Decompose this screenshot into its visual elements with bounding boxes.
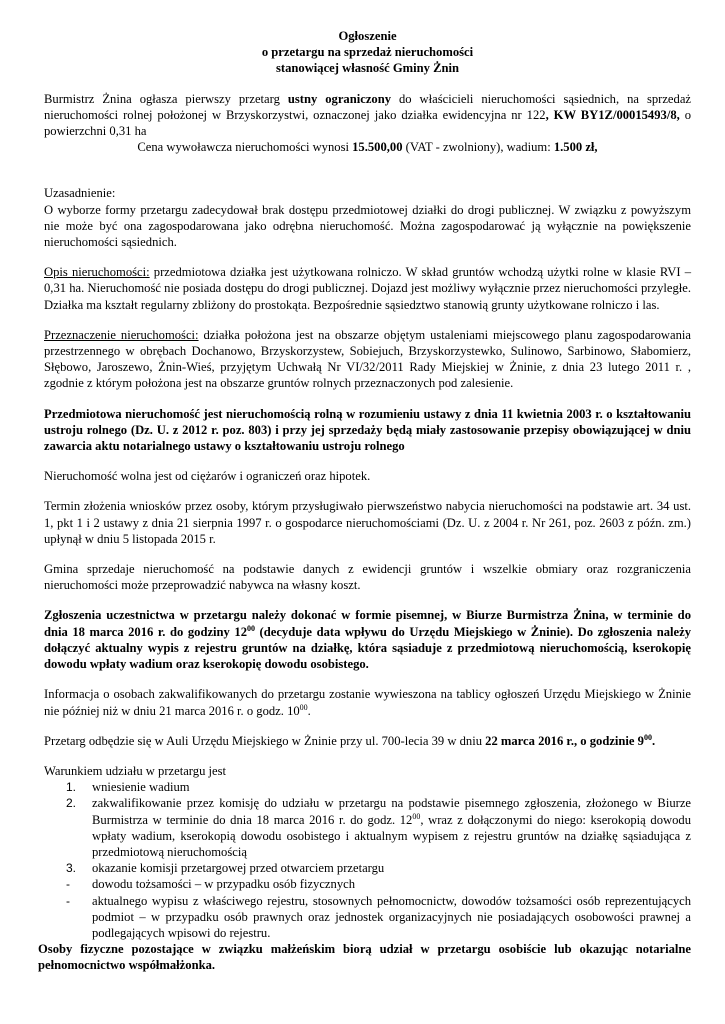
qualified-info-paragraph: Informacja o osobach zakwalifikowanych do przetargu zostanie wywieszona na tablicy ogłoszeń Urzędu Miejskiego w Żninie nie później niż w dniu 21 marca 2016 r. o godz. $10^{00}$. [44, 687, 691, 718]
list-item: 3. okazanie komisji przetargowej przed otwarciem przetargu [66, 861, 385, 876]
announcement-document [38, 28, 692, 974]
document-subtitle: o przetargu na sprzedaż nieruchomości [261, 45, 474, 60]
conditions-heading: Warunkiem udziału w przetargu jest [44, 763, 226, 778]
document-subtitle-owner: stanowiącej własność Gminy Żnin [276, 61, 459, 76]
justification-heading: Uzasadnienie: [44, 186, 116, 201]
encumbrances-paragraph: Nieruchomość wolna jest od ciężarów i ograniczeń oraz hipotek. [44, 469, 371, 484]
purpose-paragraph: Przeznaczenie nieruchomości: działka położona jest na obszarze objętym ustaleniami miejscowego planu zagospodarowania przestrzennego w obrębach Dochanowo, Brzyskorzystew, Sobiejuch, Brzyskorzystewko, Sulinowo, Sarbinowo, Słabomierz, Słębowo, Jaroszewo, Żnin-Wieś, przyjętym Uchwałą Nr VI/32/2011 Rady Miejskiej w Żninie, z dnia 23 lutego 2011 r. , zgodnie z którym położona jest na obszarze gruntów rolnych przeznaczonych pod zalesienie. [44, 327, 691, 391]
intro-paragraph: Burmistrz Żnina ogłasza pierwszy przetarg ustny ograniczony do właścicieli nieruchomości sąsiednich, na sprzedaż nieruchomości rolnej położonej w Brzyskorzystwi, oznaczonej jako działka ewidencyjna nr 122, KW BY1Z/00015493/8, o powierzchni 0,31 ha [44, 91, 692, 139]
priority-deadline-paragraph: Termin złożenia wniosków przez osoby, którym przysługiwało pierwszeństwo nabycia nieruchomości na podstawie art. 34 ust. 1, pkt 1 i 2 ustawy z dnia 21 sierpnia 1997 r. o gospodarce nieruchomościami (Dz. U. z 2004 r. Nr 261, poz. 2603 z późn. zm.) upłynął w dniu 5 listopada 2015 r. [44, 499, 691, 546]
document-title: Ogłoszenie [338, 29, 397, 43]
boundaries-paragraph: Gmina sprzedaje nieruchomość na podstawie danych z ewidencji gruntów i wszelkie obmiary oraz rozgraniczenia nieruchomości może przeprowadzić nabywca na własny koszt. [44, 562, 691, 593]
justification-text: O wyborze formy przetargu zadecydował brak dostępu przedmiotowej działki do drogi publicznej. W związku z powyższym nie może być ona zagospodarowana jako odrębna nieruchomość. Można zagospodarować ją wyłącznie na powiększenie nieruchomości sąsiednich. [44, 202, 691, 250]
price-line: Cena wywoławcza nieruchomości wynosi 15.500,00 (VAT - zwolniony), wadium: 1.500 zł, [137, 140, 598, 155]
list-item: 1. wniesienie wadium [66, 780, 190, 795]
agricultural-notice: Przedmiotowa nieruchomość jest nieruchomością rolną w rozumieniu ustawy z dnia 11 kwietnia 2003 r. o kształtowaniu ustroju rolnego (Dz. U. z 2012 r. poz. 803) i przy jej sprzedaży będą miały zastosowanie przepisy obowiązującej w dniu zawarcia aktu notarialnego ustawy o kształtowaniu ustroju rolnego [44, 406, 691, 454]
list-item: - aktualnego wypisu z właściwego rejestru, stosownych pełnomocnictw, dowodów tożsamości osób reprezentujących podmiot – w przypadku osób prawnych oraz jednostek organizacyjnych nie posiadających osobowości prawnej a podlegających wpisowi do rejestru. [66, 893, 691, 940]
description-paragraph: Opis nieruchomości: przedmiotowa działka jest użytkowana rolniczo. W skład gruntów wchodzą użytki rolne w klasie RVI – 0,31 ha. Nieruchomość nie posiada dostępu do drogi publicznej. Dojazd jest możliwy wyłącznie przez nieruchomości przyległe. Działka ma kształt regularny zbliżony do prostokąta. Bezpośrednie sąsiedztwo stanowią grunty użytkowane rolniczo i las. [44, 265, 691, 312]
conditions-list [44, 779, 691, 941]
list-item: - dowodu tożsamości – w przypadku osób fizycznych [66, 877, 356, 892]
spouses-note: Osoby fizyczne pozostające w związku małżeńskim biorą udział w przetargu osobiście lub okazując notarialne pełnomocnictwo współmałżonka. [38, 942, 691, 973]
auction-place-paragraph: Przetarg odbędzie się w Auli Urzędu Miejskiego w Żninie przy ul. 700-lecia 39 w dniu 22 marca 2016 r., o godzinie $9^{00}$. [44, 732, 656, 748]
registration-paragraph: Zgłoszenia uczestnictwa w przetargu należy dokonać w formie pisemnej, w Biurze Burmistrza Żnina, w terminie do dnia 18 marca 2016 r. do godziny $12^{00}$ (decyduje data wpływu do Urzędu Miejskiego w Żninie). Do zgłoszenia należy dołączyć aktualny wypis z rejestru gruntów na działkę, która sąsiaduje z przedmiotową nieruchomością, kserokopię dowodu wpłaty wadium oraz kserokopię dowodu osobistego. [44, 608, 691, 672]
list-item: 2. zakwalifikowanie przez komisję do udziału w przetargu na podstawie pisemnego zgłoszenia, złożonego w Biurze Burmistrza w terminie do dnia 18 marca 2016 r. do godz. $12^{00}$, wraz z dołączonymi do niego: kserokopią dowodu wpłaty wadium, kserokopią dowodu osobistego i aktualnym wypisem z rejestru gruntów na działkę sąsiadująca z przedmiotową nieruchomością [66, 796, 691, 859]
